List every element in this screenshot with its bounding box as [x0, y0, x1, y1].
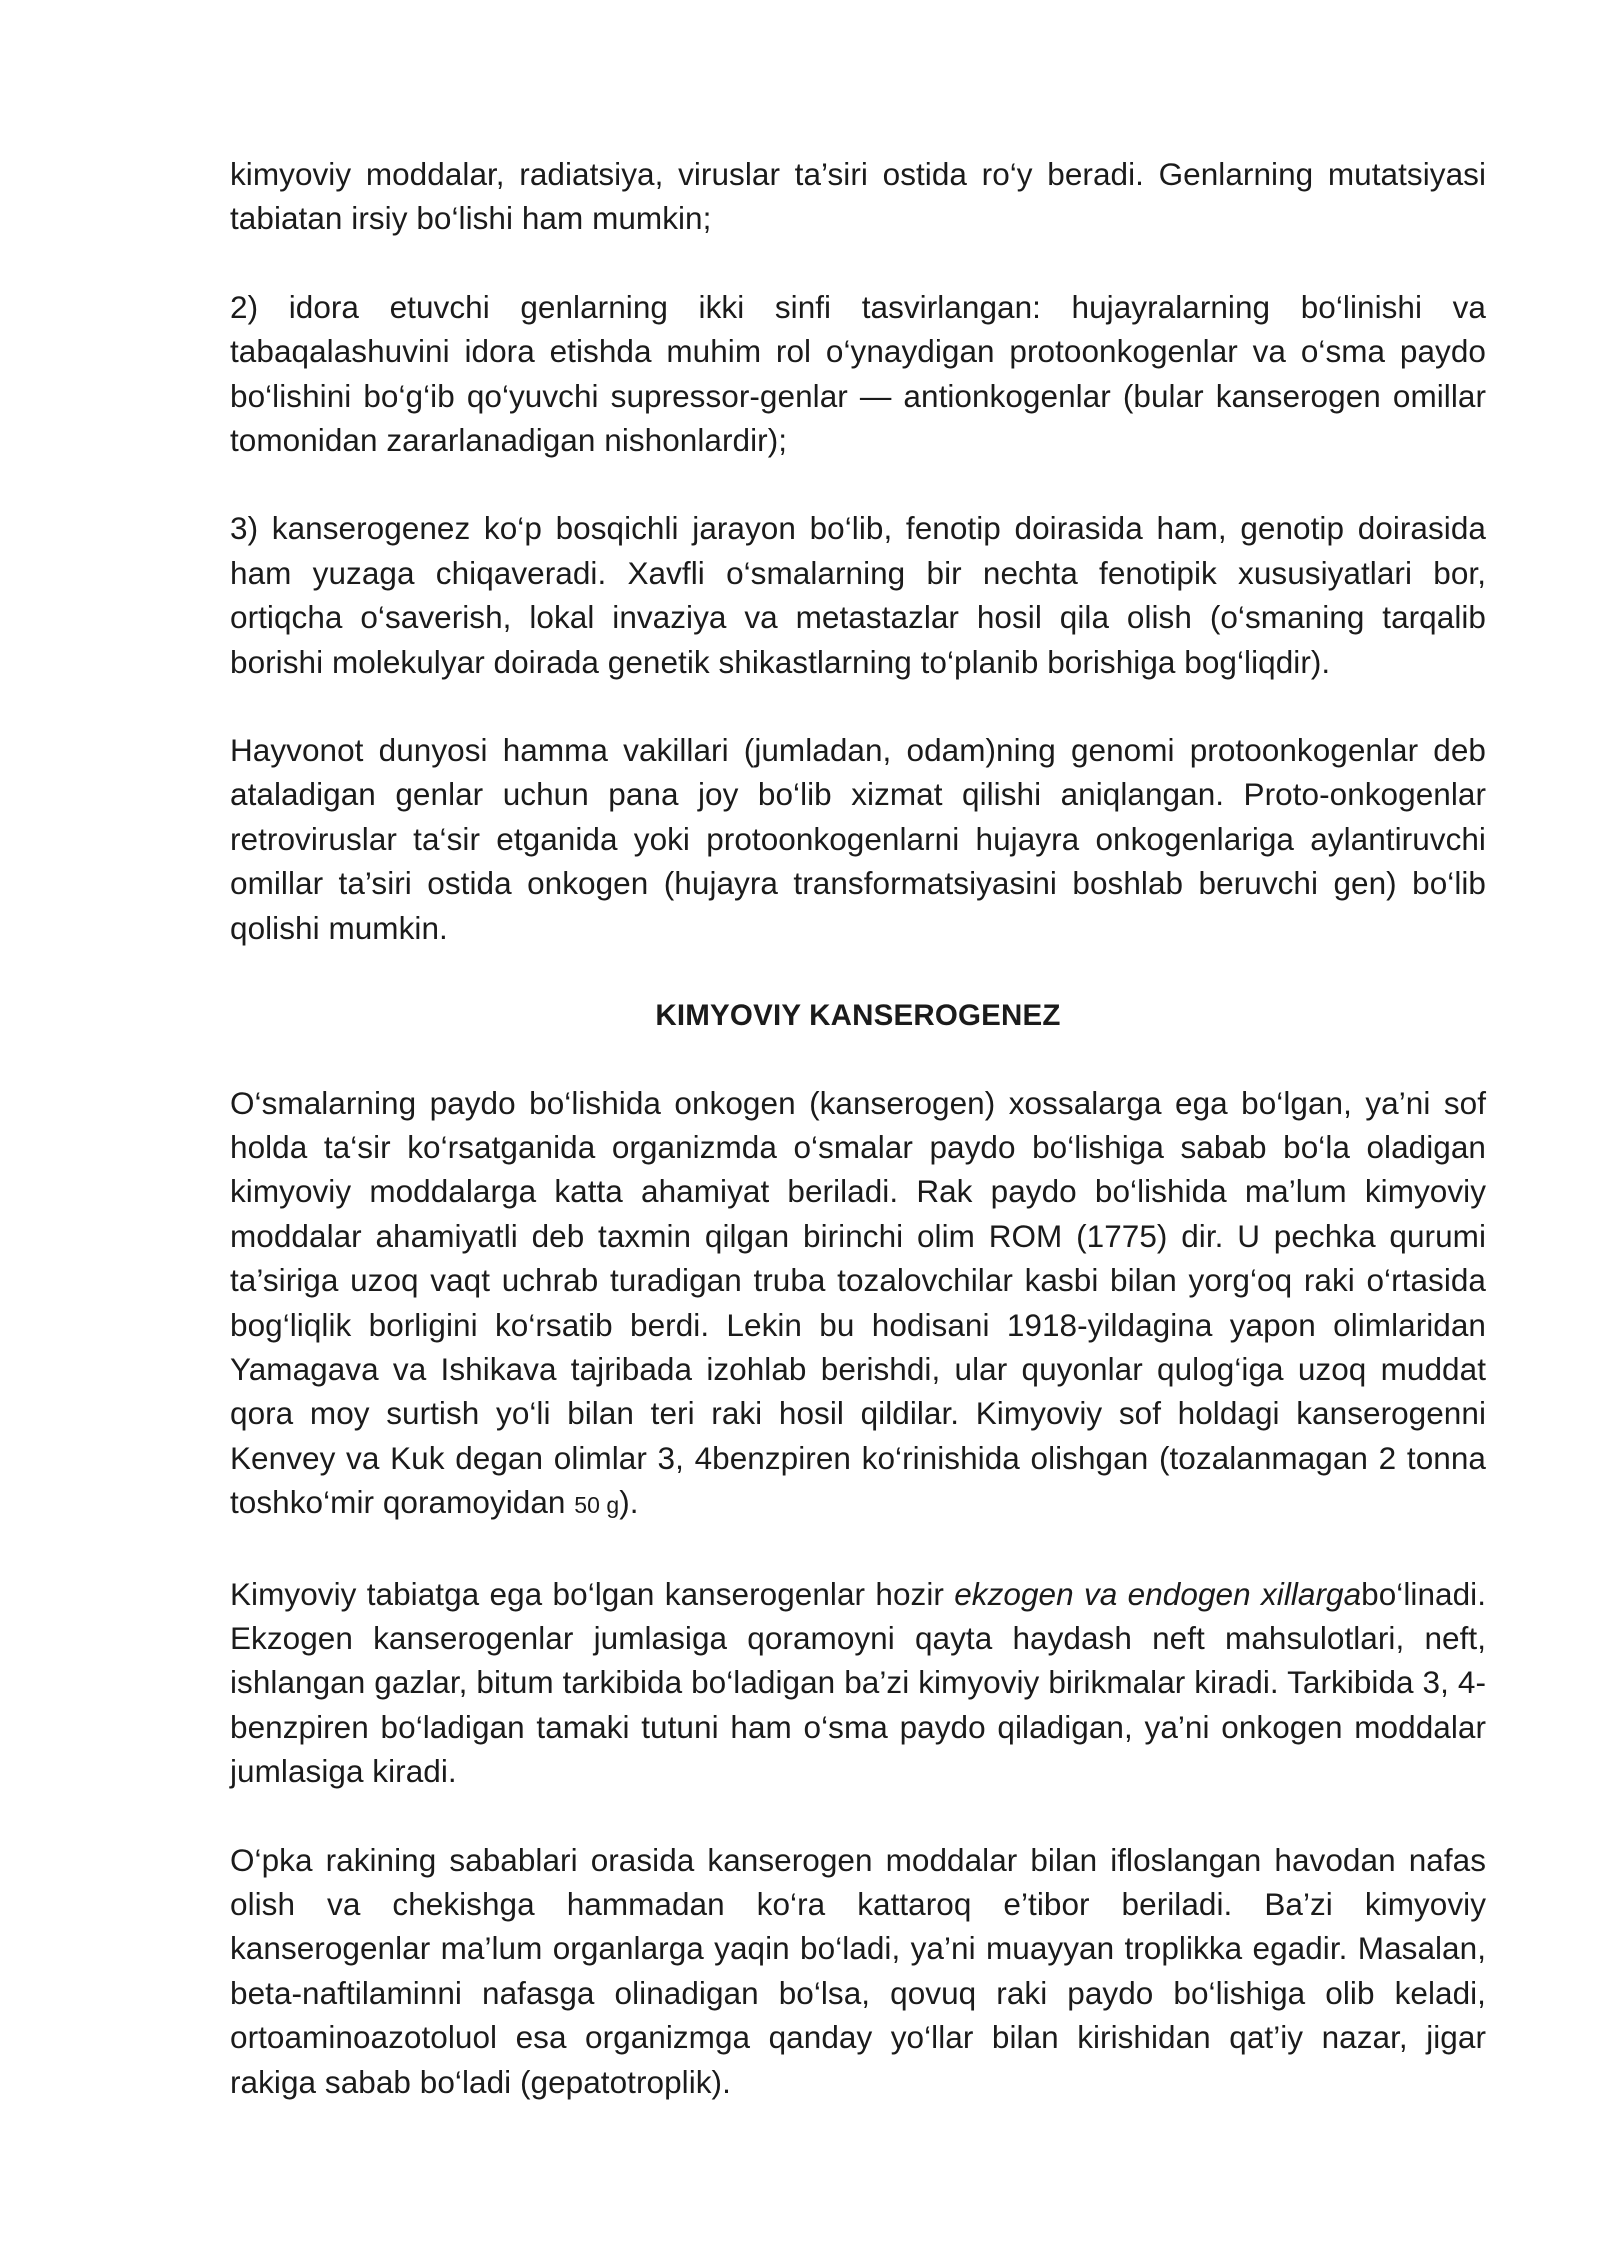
paragraph-protoonkogenlar: Hayvonot dunyosi hamma vakillari (jumladan, odam)ning genomi protoonkogenlar deb ataladigan genlar uchun pana joy bo‘lib xizmat qilishi aniqlangan. Proto-onkogenlar retroviruslar ta‘sir etganida yoki protoonkogenlarni hujayra onkogenlariga aylantiruvchi omillar ta’siri ostida onkogen (hujayra transformatsiyasini boshlab beruvchi gen) bo‘lib qolishi mumkin. [230, 732, 1486, 946]
paragraph-tabiat-end-text: bo‘linadi. Ekzogen kanserogenlar jumlasiga qoramoyni qayta haydash neft mahsulotlari, neft, ishlangan gazlar, bitum tarkibida bo‘ladigan ba’zi kimyoviy birikmalar kiradi. Tarkibida 3, 4-benzpiren bo‘ladigan tamaki tutuni ham o‘sma paydo qiladigan, ya’ni onkogen moddalar jumlasiga kiradi. [230, 1575, 1486, 1790]
paragraph-kanserogenez-bosqich: 3) kanserogenez ko‘p bosqichli jarayon bo‘lib, fenotip doirasida ham, genotip doirasida ham yuzaga chiqaveradi. Xavfli o‘smalarning bir nechta fenotipik xususiyatlari bor, ortiqcha o‘saverish, lokal invaziya va metastazlar hosil qila olish (o‘smaning tarqalib borishi molekulyar doirada genetik shikastlarning to‘planib borishiga bog‘liqdir). [230, 510, 1486, 680]
paragraph-tabiat-italic-text: ekzogen va endogen xillarga [954, 1575, 1362, 1612]
paragraph-opka-raki: O‘pka rakining sabablari orasida kanserogen moddalar bilan ifloslangan havodan nafas olish va chekishga hammadan ko‘ra kattaroq e’tibor beriladi. Ba’zi kimyoviy kanserogenlar ma’lum organlarga yaqin bo‘ladi, ya’ni muayyan troplikka egadir. Masalan, beta-naftilaminni nafasga olinadigan bo‘lsa, qovuq raki paydo bo‘lishiga olib keladi, ortoaminoazotoluol esa organizmga qanday yo‘llar bilan kirishidan qat’iy nazar, jigar rakiga sabab bo‘ladi (gepatotroplik). [230, 1841, 1486, 2100]
paragraph-kanserogen-tabiat [230, 1572, 1486, 1794]
paragraph-mutatsiya: kimyoviy moddalar, radiatsiya, viruslar ta’siri ostida ro‘y beradi. Genlarning mutatsiyasi tabiatan irsiy bo‘lishi ham mumkin; [230, 156, 1486, 237]
paragraph-kimyoviy-moddalar [230, 1081, 1486, 1528]
paragraph-kimyoviy-end-text: ). [619, 1484, 639, 1521]
paragraph-kimyoviy-small-text: 50 g [574, 1492, 620, 1519]
document-page [230, 152, 1486, 2148]
paragraph-kimyoviy-main-text: O‘smalarning paydo bo‘lishida onkogen (kanserogen) xossalarga ega bo‘lgan, ya’ni sof holda ta‘sir ko‘rsatganida organizmda o‘smalar paydo bo‘lishiga sabab bo‘la oladigan kimyoviy moddalarga katta ahamiyat beriladi. Rak paydo bo‘lishida ma’lum kimyoviy moddalar ahamiyatli deb taxmin qilgan birinchi olim ROM (1775) dir. U pechka qurumi ta’siriga uzoq vaqt uchrab turadigan truba tozalovchilar kasbi bilan yorg‘oq raki o‘rtasida bog‘liqlik borligini ko‘rsatib berdi. Lekin bu hodisani 1918-yildagina yapon olimlaridan Yamagava va Ishikava tajribada izohlab berishdi, ular quyonlar qulog‘iga uzoq muddat qora moy surtish yo‘li bilan teri raki hosil qildilar. Kimyoviy sof holdagi kanserogenni Kenvey va Kuk degan olimlar 3, 4benzpiren ko‘rinishida olishgan (tozalanmagan 2 tonna toshko‘mir qoramoyidan [230, 1084, 1486, 1521]
paragraph-idora-genlar: 2) idora etuvchi genlarning ikki sinfi tasvirlangan: hujayralarning bo‘linishi va tabaqalashuvini idora etishda muhim rol o‘ynaydigan protoonkogenlar va o‘sma paydo bo‘lishini bo‘g‘ib qo‘yuvchi supressor-genlar — antionkogenlar (bular kanserogen omillar tomonidan zararlanadigan nishonlardir); [230, 288, 1486, 459]
paragraph-tabiat-start-text: Kimyoviy tabiatga ega bo‘lgan kanserogenlar hozir [230, 1575, 955, 1612]
section-heading: KIMYOVIY KANSEROGENEZ [655, 999, 1061, 1033]
